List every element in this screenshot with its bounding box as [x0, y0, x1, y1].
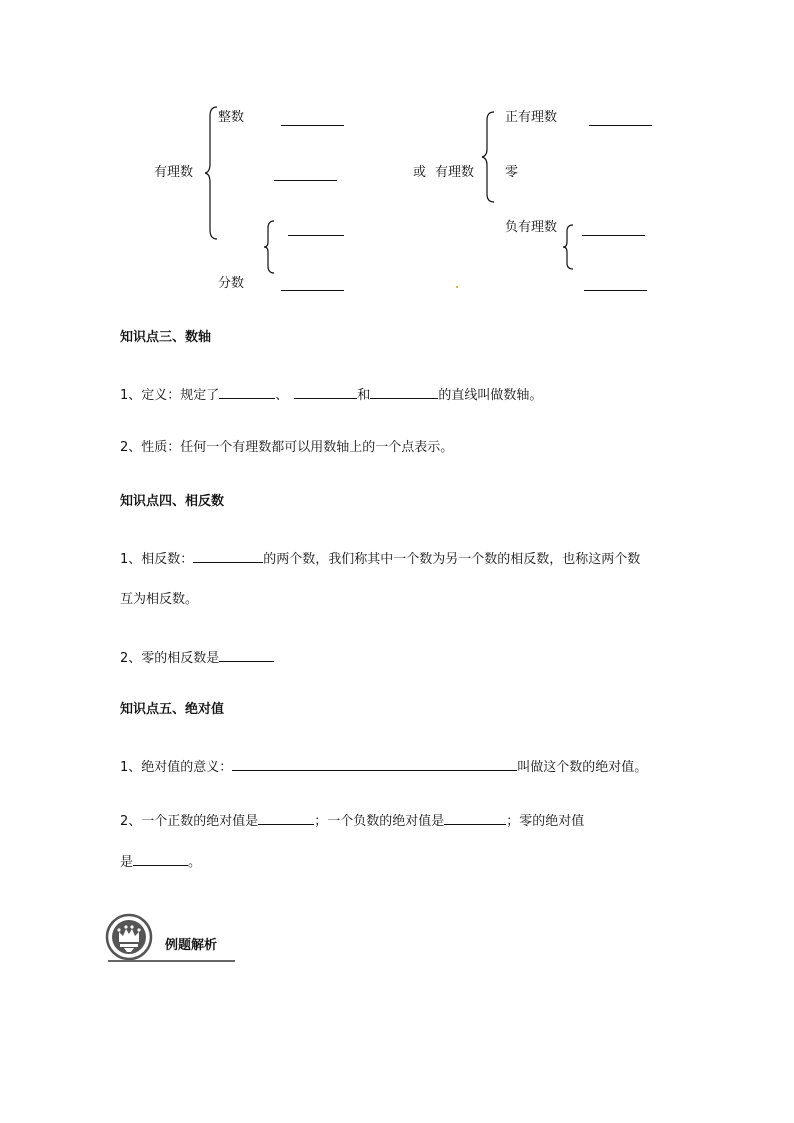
rules-mid-2: ；零的绝对值 — [506, 814, 585, 829]
rules-mid-1: ；一个负数的绝对值是 — [314, 814, 445, 829]
definition-blank-3[interactable] — [370, 385, 438, 399]
opposite-suffix: 的两个数，我们称其中一个数为另一个数的相反数，也称这两个数 — [263, 552, 641, 567]
number-line-property: 2、性质：任何一个有理数都可以用数轴上的一个点表示。 — [120, 440, 454, 455]
zero-opposite — [120, 648, 274, 667]
rules-prefix: 2、一个正数的绝对值是 — [120, 814, 259, 829]
zero-abs-suffix: 。 — [188, 855, 202, 870]
opposite-blank[interactable] — [193, 549, 263, 563]
opposite-continuation: 互为相反数。 — [120, 592, 199, 607]
absolute-value-meaning — [120, 757, 647, 776]
absolute-value-zero — [120, 852, 201, 871]
fraction-label: 分数 — [218, 276, 245, 291]
negative-rational-brace — [562, 224, 574, 270]
fraction-negative-blank[interactable] — [281, 290, 344, 291]
zero-label: 零 — [505, 165, 519, 180]
positive-abs-blank[interactable] — [258, 811, 314, 825]
meaning-prefix: 1、绝对值的意义： — [120, 760, 233, 775]
section-heading-absolute-value: 知识点五、绝对值 — [120, 702, 225, 717]
zero-opposite-blank[interactable] — [219, 648, 274, 662]
definition-prefix: 1、定义：规定了 — [120, 388, 220, 403]
section-heading-opposite: 知识点四、相反数 — [120, 494, 225, 509]
or-connector: 或 — [413, 165, 427, 180]
right-main-brace — [481, 111, 495, 203]
fraction-brace — [263, 220, 275, 274]
zero-abs-blank[interactable] — [133, 852, 188, 866]
meaning-blank[interactable] — [232, 757, 517, 771]
opposite-definition — [120, 549, 640, 568]
positive-rational-label: 正有理数 — [505, 110, 558, 125]
integer-label: 整数 — [218, 110, 245, 125]
rational-number-label-alt: 有理数 — [435, 165, 475, 180]
negative-rational-label: 负有理数 — [505, 220, 558, 235]
negative-abs-blank[interactable] — [444, 811, 506, 825]
definition-sep-2: 和 — [357, 388, 371, 403]
zero-abs-prefix: 是 — [120, 855, 134, 870]
absolute-value-rules — [120, 811, 584, 830]
left-main-brace — [204, 106, 218, 240]
example-banner-title: 例题解析 — [165, 938, 218, 953]
fraction-positive-blank[interactable] — [288, 235, 344, 236]
definition-blank-1[interactable] — [219, 385, 275, 399]
negative-integer-blank[interactable] — [582, 235, 645, 236]
number-line-definition — [120, 385, 542, 404]
opposite-prefix: 1、相反数： — [120, 552, 194, 567]
definition-sep-1: 、 — [275, 388, 289, 403]
rational-number-label: 有理数 — [154, 165, 194, 180]
meaning-suffix: 叫做这个数的绝对值。 — [517, 760, 648, 775]
stray-dot — [456, 286, 458, 288]
integer-zero-blank[interactable] — [274, 180, 337, 181]
positive-rational-blank[interactable] — [589, 125, 652, 126]
definition-suffix: 的直线叫做数轴。 — [438, 388, 543, 403]
integer-positive-blank[interactable] — [281, 125, 344, 126]
definition-blank-2[interactable] — [294, 385, 357, 399]
negative-fraction-blank[interactable] — [584, 290, 647, 291]
section-heading-number-line: 知识点三、数轴 — [120, 330, 212, 345]
zero-opposite-prefix: 2、零的相反数是 — [120, 651, 220, 666]
